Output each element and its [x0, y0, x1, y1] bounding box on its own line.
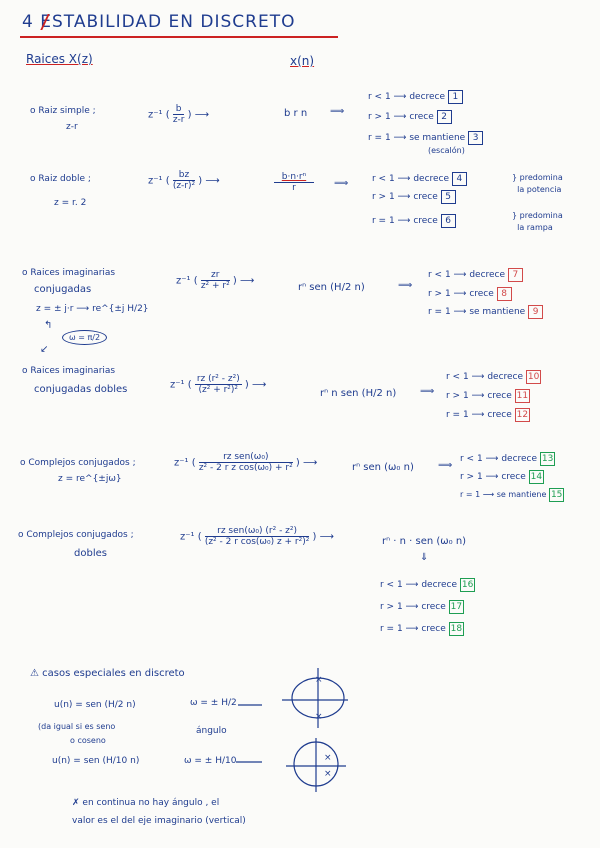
s4-result: rⁿ n sen (H/2 n): [320, 388, 397, 399]
s4-case-1: r < 1 ⟶ decrece 10: [446, 372, 540, 382]
page-title: 4 ESTABILIDAD EN DISCRETO: [22, 12, 296, 32]
s5-expr: z⁻¹ ( $\frac{\text{rz sen(ω₀)}}{\text{z² - 2 r z cos(ω₀) + r²}}$ ) ⟶: [174, 452, 318, 473]
s7-note1: (da igual si es seno: [38, 722, 116, 731]
pole-2a: ×: [324, 753, 332, 763]
s4-case-2: r > 1 ⟶ crece 11: [446, 391, 529, 401]
s3-arrow-down: ↙: [40, 344, 49, 355]
s6-result: rⁿ · n · sen (ω₀ n): [382, 536, 467, 547]
s2-res-num: b·n·rⁿ: [274, 172, 314, 183]
s3-expr: z⁻¹ ( $\frac{zr}{\text{z² + r²}}$ ) ⟶: [176, 270, 255, 291]
s5-box-2: 14: [530, 472, 543, 482]
s1-case-2: r > 1 ⟶ crece 2: [368, 110, 452, 124]
header-xn: x(n): [290, 54, 315, 68]
s6-box-3: 18: [450, 624, 463, 634]
s6-label: o Complejos conjugados ;: [18, 530, 134, 540]
s6-case-2: r > 1 ⟶ crece 17: [380, 602, 463, 612]
s1-note: (escalón): [428, 146, 465, 155]
s1-box-1: 1: [448, 90, 463, 104]
s7-note1b: o coseno: [70, 736, 106, 745]
s6-arrow: ⇓: [420, 552, 429, 563]
s3-omega: ω = π/2: [62, 330, 107, 345]
s1-expr: z⁻¹ ( $\frac{b}{z-r}$ ) ⟶: [148, 104, 210, 125]
pole-1a: ×: [315, 675, 323, 685]
s3-implies: ⟹: [398, 280, 413, 291]
s3-label: o Raices imaginarias: [22, 268, 116, 278]
s3-case-1: r < 1 ⟶ decrece 7: [428, 268, 523, 282]
s3-root: z = ± j·r ⟶ re^{±j H/2}: [36, 304, 149, 314]
s1-implies: ⟹: [330, 106, 345, 117]
s2-case-2: r > 1 ⟶ crece 5: [372, 190, 456, 204]
s3-arrow-up: ↰: [44, 320, 53, 331]
s4-label2: conjugadas dobles: [34, 384, 128, 395]
s1-case-3: r = 1 ⟶ se mantiene 3: [368, 131, 483, 145]
s2-box-1: 4: [452, 172, 467, 186]
s1-case-1: r < 1 ⟶ decrece 1: [368, 90, 463, 104]
s5-case-3: r = 1 ⟶ se mantiene 15: [460, 490, 563, 500]
s5-label: o Complejos conjugados ;: [20, 458, 136, 468]
s7-foot2: valor es el del eje imaginario (vertical): [72, 816, 246, 826]
s6-box-2: 17: [450, 602, 463, 612]
s6-case-1: r < 1 ⟶ decrece 16: [380, 580, 474, 590]
s3-box-1: 7: [508, 268, 523, 282]
s1-label: o Raiz simple ;: [30, 106, 96, 116]
s2-box-3: 6: [441, 214, 456, 228]
s1-box-2: 2: [437, 110, 452, 124]
s1-sub: z-r: [66, 122, 78, 132]
s6-expr: z⁻¹ ( $\frac{\text{rz sen(ω₀) (r² - z²)}}{\text{(z² - 2 r cos(ω₀) z + r²)²}}$ ) ⟶: [180, 526, 334, 547]
s7-w2: ω = ± H/10: [184, 756, 237, 766]
s4-box-2: 11: [516, 391, 529, 401]
s1-zinv: z⁻¹: [148, 109, 163, 121]
s7-heading: ⚠ casos especiales en discreto: [30, 668, 185, 679]
s5-frac: $\frac{\text{rz sen(ω₀)}}{\text{z² - 2 r z cos(ω₀) + r²}}$: [198, 452, 293, 473]
s2-expr: z⁻¹ ( $\frac{bz}{\text{(z-r)²}}$ ) ⟶: [148, 170, 220, 191]
s5-case-2: r > 1 ⟶ crece 14: [460, 472, 543, 482]
s7-foot1: ✗ en continua no hay ángulo , el: [72, 798, 220, 808]
s5-implies: ⟹: [438, 460, 453, 471]
s3-box-2: 8: [497, 287, 512, 301]
s6-label2: dobles: [74, 548, 107, 559]
s6-frac: $\frac{\text{rz sen(ω₀) (r² - z²)}}{\text{(z² - 2 r cos(ω₀) z + r²)²}}$: [204, 526, 310, 547]
s2-box-2: 5: [441, 190, 456, 204]
s5-box-3: 15: [550, 490, 563, 500]
s6-box-1: 16: [461, 580, 474, 590]
s2-label: o Raiz doble ;: [30, 174, 91, 184]
s2-case-3: r = 1 ⟶ crece 6: [372, 214, 456, 228]
s4-case-3: r = 1 ⟶ crece 12: [446, 410, 529, 420]
s7-eq2: u(n) = sen (H/10 n): [52, 756, 140, 766]
s4-frac: $\frac{\text{rz (r² - z²)}}{\text{(z² + r²)²}}$: [196, 374, 240, 395]
s4-box-3: 12: [516, 410, 529, 420]
s2-res-den: r: [292, 183, 296, 193]
s1-num: b: [173, 104, 185, 115]
s1-den: z-r: [172, 115, 185, 125]
s5-result: rⁿ sen (ω₀ n): [352, 462, 414, 473]
s2-brace-1: } predomina la potencia: [512, 173, 563, 194]
s6-case-3: r = 1 ⟶ crece 18: [380, 624, 463, 634]
s2-case-1: r < 1 ⟶ decrece 4: [372, 172, 467, 186]
s7-angulo: ángulo: [196, 726, 227, 736]
s2-sub: z = r. 2: [54, 198, 87, 208]
s3-result: rⁿ sen (H/2 n): [298, 282, 365, 293]
s3-case-3: r = 1 ⟶ se mantiene 9: [428, 305, 543, 319]
s3-frac: $\frac{zr}{\text{z² + r²}}$: [200, 270, 230, 291]
s3-case-2: r > 1 ⟶ crece 8: [428, 287, 512, 301]
s4-label: o Raices imaginarias: [22, 366, 116, 376]
s3-label2: conjugadas: [34, 284, 92, 295]
s4-implies: ⟹: [420, 386, 435, 397]
s2-brace-2: } predomina la rampa: [512, 211, 563, 232]
s5-box-1: 13: [541, 454, 554, 464]
header-raices: Raices X(z): [26, 52, 93, 66]
s5-label2: z = re^{±jω}: [58, 474, 122, 484]
s7-eq1: u(n) = sen (H/2 n): [54, 700, 136, 710]
s5-case-1: r < 1 ⟶ decrece 13: [460, 454, 554, 464]
s3-box-3: 9: [528, 305, 543, 319]
pole-1b: ×: [315, 712, 323, 722]
s7-w1: ω = ± H/2: [190, 698, 237, 708]
s2-implies: ⟹: [334, 178, 349, 189]
s1-box-3: 3: [468, 131, 483, 145]
s1-result: b r n: [284, 108, 308, 119]
s4-expr: z⁻¹ ( $\frac{\text{rz (r² - z²)}}{\text{(z² + r²)²}}$ ) ⟶: [170, 374, 267, 395]
s2-frac: $\frac{bz}{\text{(z-r)²}}$: [172, 170, 196, 191]
s4-box-1: 10: [527, 372, 540, 382]
pole-2b: ×: [324, 769, 332, 779]
